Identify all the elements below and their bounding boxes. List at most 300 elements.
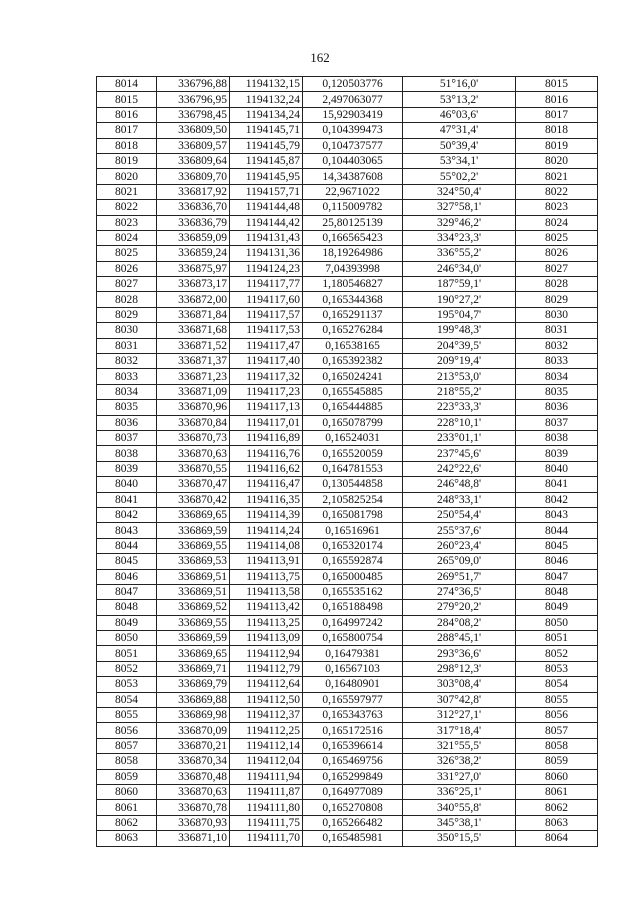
bearing-cell: 46°03,6' xyxy=(403,107,516,122)
point-id-cell: 8025 xyxy=(97,246,157,261)
table-row xyxy=(97,430,598,445)
next-point-cell: 8032 xyxy=(516,338,598,353)
point-id-cell: 8024 xyxy=(97,230,157,245)
bearing-cell: 334°23,3' xyxy=(403,230,516,245)
table-row xyxy=(97,92,598,107)
next-point-cell: 8057 xyxy=(516,723,598,738)
x-coordinate-cell: 336809,57 xyxy=(157,138,230,153)
table-row xyxy=(97,507,598,522)
x-coordinate-cell: 336869,59 xyxy=(157,523,230,538)
table-row xyxy=(97,754,598,769)
distance-cell: 0,165392382 xyxy=(303,354,403,369)
distance-cell: 0,165545885 xyxy=(303,384,403,399)
point-id-cell: 8016 xyxy=(97,107,157,122)
x-coordinate-cell: 336809,64 xyxy=(157,153,230,168)
bearing-cell: 293°36,6' xyxy=(403,646,516,661)
distance-cell: 0,165344368 xyxy=(303,292,403,307)
x-coordinate-cell: 336870,55 xyxy=(157,461,230,476)
next-point-cell: 8058 xyxy=(516,738,598,753)
next-point-cell: 8050 xyxy=(516,615,598,630)
point-id-cell: 8030 xyxy=(97,323,157,338)
point-id-cell: 8039 xyxy=(97,461,157,476)
bearing-cell: 345°38,1' xyxy=(403,815,516,830)
next-point-cell: 8053 xyxy=(516,661,598,676)
x-coordinate-cell: 336870,21 xyxy=(157,738,230,753)
point-id-cell: 8037 xyxy=(97,430,157,445)
bearing-cell: 317°18,4' xyxy=(403,723,516,738)
table-row xyxy=(97,831,598,846)
next-point-cell: 8025 xyxy=(516,230,598,245)
x-coordinate-cell: 336871,10 xyxy=(157,831,230,846)
bearing-cell: 209°19,4' xyxy=(403,354,516,369)
distance-cell: 0,16479381 xyxy=(303,646,403,661)
next-point-cell: 8054 xyxy=(516,677,598,692)
point-id-cell: 8040 xyxy=(97,477,157,492)
y-coordinate-cell: 1194114,24 xyxy=(230,523,303,538)
next-point-cell: 8038 xyxy=(516,430,598,445)
distance-cell: 0,165078799 xyxy=(303,415,403,430)
point-id-cell: 8062 xyxy=(97,815,157,830)
table-row xyxy=(97,615,598,630)
distance-cell: 2,105825254 xyxy=(303,492,403,507)
x-coordinate-cell: 336869,59 xyxy=(157,631,230,646)
table-row xyxy=(97,600,598,615)
point-id-cell: 8050 xyxy=(97,631,157,646)
point-id-cell: 8048 xyxy=(97,600,157,615)
table-row xyxy=(97,277,598,292)
bearing-cell: 50°39,4' xyxy=(403,138,516,153)
point-id-cell: 8014 xyxy=(97,77,157,92)
bearing-cell: 336°55,2' xyxy=(403,246,516,261)
distance-cell: 0,165299849 xyxy=(303,769,403,784)
point-id-cell: 8022 xyxy=(97,200,157,215)
next-point-cell: 8033 xyxy=(516,354,598,369)
x-coordinate-cell: 336869,55 xyxy=(157,615,230,630)
y-coordinate-cell: 1194113,25 xyxy=(230,615,303,630)
distance-cell: 0,165535162 xyxy=(303,584,403,599)
distance-cell: 2,497063077 xyxy=(303,92,403,107)
point-id-cell: 8041 xyxy=(97,492,157,507)
x-coordinate-cell: 336817,92 xyxy=(157,184,230,199)
point-id-cell: 8051 xyxy=(97,646,157,661)
point-id-cell: 8017 xyxy=(97,123,157,138)
table-row xyxy=(97,153,598,168)
table-row xyxy=(97,354,598,369)
distance-cell: 25,80125139 xyxy=(303,215,403,230)
x-coordinate-cell: 336870,73 xyxy=(157,430,230,445)
next-point-cell: 8015 xyxy=(516,77,598,92)
next-point-cell: 8056 xyxy=(516,708,598,723)
table-row xyxy=(97,200,598,215)
table-row xyxy=(97,677,598,692)
next-point-cell: 8063 xyxy=(516,815,598,830)
x-coordinate-cell: 336798,45 xyxy=(157,107,230,122)
distance-cell: 0,115009782 xyxy=(303,200,403,215)
next-point-cell: 8042 xyxy=(516,492,598,507)
x-coordinate-cell: 336870,63 xyxy=(157,784,230,799)
table-row xyxy=(97,738,598,753)
table-row xyxy=(97,569,598,584)
y-coordinate-cell: 1194131,36 xyxy=(230,246,303,261)
next-point-cell: 8046 xyxy=(516,554,598,569)
x-coordinate-cell: 336869,71 xyxy=(157,661,230,676)
distance-cell: 0,165444885 xyxy=(303,400,403,415)
next-point-cell: 8060 xyxy=(516,769,598,784)
next-point-cell: 8061 xyxy=(516,784,598,799)
bearing-cell: 218°55,2' xyxy=(403,384,516,399)
x-coordinate-cell: 336873,17 xyxy=(157,277,230,292)
x-coordinate-cell: 336870,93 xyxy=(157,815,230,830)
x-coordinate-cell: 336869,51 xyxy=(157,569,230,584)
next-point-cell: 8045 xyxy=(516,538,598,553)
y-coordinate-cell: 1194145,71 xyxy=(230,123,303,138)
y-coordinate-cell: 1194117,57 xyxy=(230,307,303,322)
next-point-cell: 8031 xyxy=(516,323,598,338)
bearing-cell: 326°38,2' xyxy=(403,754,516,769)
point-id-cell: 8023 xyxy=(97,215,157,230)
next-point-cell: 8028 xyxy=(516,277,598,292)
distance-cell: 0,164781553 xyxy=(303,461,403,476)
x-coordinate-cell: 336796,88 xyxy=(157,77,230,92)
y-coordinate-cell: 1194113,42 xyxy=(230,600,303,615)
x-coordinate-cell: 336869,65 xyxy=(157,646,230,661)
table-row xyxy=(97,415,598,430)
bearing-cell: 284°08,2' xyxy=(403,615,516,630)
table-row xyxy=(97,138,598,153)
next-point-cell: 8019 xyxy=(516,138,598,153)
bearing-cell: 187°59,1' xyxy=(403,277,516,292)
bearing-cell: 195°04,7' xyxy=(403,307,516,322)
table-row xyxy=(97,461,598,476)
bearing-cell: 350°15,5' xyxy=(403,831,516,846)
next-point-cell: 8037 xyxy=(516,415,598,430)
next-point-cell: 8034 xyxy=(516,369,598,384)
x-coordinate-cell: 336869,51 xyxy=(157,584,230,599)
table-row xyxy=(97,523,598,538)
y-coordinate-cell: 1194116,76 xyxy=(230,446,303,461)
bearing-cell: 288°45,1' xyxy=(403,631,516,646)
table-row xyxy=(97,692,598,707)
x-coordinate-cell: 336836,70 xyxy=(157,200,230,215)
x-coordinate-cell: 336836,79 xyxy=(157,215,230,230)
point-id-cell: 8015 xyxy=(97,92,157,107)
y-coordinate-cell: 1194114,08 xyxy=(230,538,303,553)
bearing-cell: 199°48,3' xyxy=(403,323,516,338)
x-coordinate-cell: 336872,00 xyxy=(157,292,230,307)
table-row xyxy=(97,723,598,738)
point-id-cell: 8027 xyxy=(97,277,157,292)
bearing-cell: 279°20,2' xyxy=(403,600,516,615)
distance-cell: 0,165270808 xyxy=(303,800,403,815)
table-row xyxy=(97,123,598,138)
table-row xyxy=(97,323,598,338)
y-coordinate-cell: 1194117,23 xyxy=(230,384,303,399)
distance-cell: 0,165485981 xyxy=(303,831,403,846)
y-coordinate-cell: 1194114,39 xyxy=(230,507,303,522)
point-id-cell: 8032 xyxy=(97,354,157,369)
bearing-cell: 321°55,5' xyxy=(403,738,516,753)
table-row xyxy=(97,646,598,661)
point-id-cell: 8052 xyxy=(97,661,157,676)
next-point-cell: 8021 xyxy=(516,169,598,184)
point-id-cell: 8059 xyxy=(97,769,157,784)
point-id-cell: 8028 xyxy=(97,292,157,307)
table-row xyxy=(97,784,598,799)
next-point-cell: 8029 xyxy=(516,292,598,307)
distance-cell: 0,16524031 xyxy=(303,430,403,445)
distance-cell: 0,165343763 xyxy=(303,708,403,723)
x-coordinate-cell: 336871,84 xyxy=(157,307,230,322)
point-id-cell: 8058 xyxy=(97,754,157,769)
x-coordinate-cell: 336870,84 xyxy=(157,415,230,430)
distance-cell: 0,165469756 xyxy=(303,754,403,769)
table-row xyxy=(97,107,598,122)
next-point-cell: 8043 xyxy=(516,507,598,522)
x-coordinate-cell: 336859,09 xyxy=(157,230,230,245)
bearing-cell: 324°50,4' xyxy=(403,184,516,199)
point-id-cell: 8057 xyxy=(97,738,157,753)
point-id-cell: 8056 xyxy=(97,723,157,738)
point-id-cell: 8047 xyxy=(97,584,157,599)
table-row xyxy=(97,307,598,322)
next-point-cell: 8041 xyxy=(516,477,598,492)
y-coordinate-cell: 1194111,80 xyxy=(230,800,303,815)
bearing-cell: 340°55,8' xyxy=(403,800,516,815)
y-coordinate-cell: 1194145,79 xyxy=(230,138,303,153)
y-coordinate-cell: 1194112,25 xyxy=(230,723,303,738)
x-coordinate-cell: 336870,78 xyxy=(157,800,230,815)
distance-cell: 0,165396614 xyxy=(303,738,403,753)
y-coordinate-cell: 1194132,15 xyxy=(230,77,303,92)
table-row xyxy=(97,661,598,676)
next-point-cell: 8020 xyxy=(516,153,598,168)
point-id-cell: 8053 xyxy=(97,677,157,692)
distance-cell: 0,165291137 xyxy=(303,307,403,322)
bearing-cell: 269°51,7' xyxy=(403,569,516,584)
next-point-cell: 8030 xyxy=(516,307,598,322)
y-coordinate-cell: 1194113,75 xyxy=(230,569,303,584)
bearing-cell: 327°58,1' xyxy=(403,200,516,215)
table-row xyxy=(97,169,598,184)
bearing-cell: 255°37,6' xyxy=(403,523,516,538)
x-coordinate-cell: 336869,55 xyxy=(157,538,230,553)
table-row xyxy=(97,292,598,307)
next-point-cell: 8023 xyxy=(516,200,598,215)
y-coordinate-cell: 1194112,14 xyxy=(230,738,303,753)
distance-cell: 0,165024241 xyxy=(303,369,403,384)
y-coordinate-cell: 1194113,91 xyxy=(230,554,303,569)
table-row xyxy=(97,708,598,723)
distance-cell: 0,165081798 xyxy=(303,507,403,522)
x-coordinate-cell: 336871,37 xyxy=(157,354,230,369)
distance-cell: 0,16480901 xyxy=(303,677,403,692)
table-row xyxy=(97,261,598,276)
bearing-cell: 233°01,1' xyxy=(403,430,516,445)
y-coordinate-cell: 1194117,47 xyxy=(230,338,303,353)
bearing-cell: 260°23,4' xyxy=(403,538,516,553)
distance-cell: 0,16538165 xyxy=(303,338,403,353)
distance-cell: 0,165592874 xyxy=(303,554,403,569)
bearing-cell: 53°13,2' xyxy=(403,92,516,107)
x-coordinate-cell: 336870,47 xyxy=(157,477,230,492)
page-number: 162 xyxy=(310,50,330,65)
bearing-cell: 223°33,3' xyxy=(403,400,516,415)
coordinates-table xyxy=(96,76,598,847)
y-coordinate-cell: 1194157,71 xyxy=(230,184,303,199)
distance-cell: 0,130544858 xyxy=(303,477,403,492)
y-coordinate-cell: 1194134,24 xyxy=(230,107,303,122)
distance-cell: 0,165597977 xyxy=(303,692,403,707)
x-coordinate-cell: 336870,42 xyxy=(157,492,230,507)
table-row xyxy=(97,77,598,92)
y-coordinate-cell: 1194111,87 xyxy=(230,784,303,799)
table-row xyxy=(97,215,598,230)
bearing-cell: 331°27,0' xyxy=(403,769,516,784)
table-row xyxy=(97,184,598,199)
y-coordinate-cell: 1194145,95 xyxy=(230,169,303,184)
next-point-cell: 8044 xyxy=(516,523,598,538)
distance-cell: 0,120503776 xyxy=(303,77,403,92)
point-id-cell: 8055 xyxy=(97,708,157,723)
point-id-cell: 8043 xyxy=(97,523,157,538)
table-row xyxy=(97,230,598,245)
table-row xyxy=(97,446,598,461)
point-id-cell: 8036 xyxy=(97,415,157,430)
x-coordinate-cell: 336870,34 xyxy=(157,754,230,769)
distance-cell: 0,16567103 xyxy=(303,661,403,676)
distance-cell: 0,164997242 xyxy=(303,615,403,630)
x-coordinate-cell: 336871,09 xyxy=(157,384,230,399)
bearing-cell: 274°36,5' xyxy=(403,584,516,599)
bearing-cell: 246°48,8' xyxy=(403,477,516,492)
table-row xyxy=(97,400,598,415)
distance-cell: 0,16516961 xyxy=(303,523,403,538)
y-coordinate-cell: 1194112,04 xyxy=(230,754,303,769)
y-coordinate-cell: 1194112,50 xyxy=(230,692,303,707)
point-id-cell: 8034 xyxy=(97,384,157,399)
distance-cell: 0,165276284 xyxy=(303,323,403,338)
bearing-cell: 53°34,1' xyxy=(403,153,516,168)
distance-cell: 0,165266482 xyxy=(303,815,403,830)
point-id-cell: 8026 xyxy=(97,261,157,276)
x-coordinate-cell: 336796,95 xyxy=(157,92,230,107)
y-coordinate-cell: 1194117,60 xyxy=(230,292,303,307)
distance-cell: 0,165320174 xyxy=(303,538,403,553)
bearing-cell: 298°12,3' xyxy=(403,661,516,676)
y-coordinate-cell: 1194117,32 xyxy=(230,369,303,384)
point-id-cell: 8029 xyxy=(97,307,157,322)
y-coordinate-cell: 1194117,77 xyxy=(230,277,303,292)
x-coordinate-cell: 336869,53 xyxy=(157,554,230,569)
table-row xyxy=(97,477,598,492)
distance-cell: 0,104737577 xyxy=(303,138,403,153)
point-id-cell: 8060 xyxy=(97,784,157,799)
next-point-cell: 8039 xyxy=(516,446,598,461)
next-point-cell: 8018 xyxy=(516,123,598,138)
bearing-cell: 250°54,4' xyxy=(403,507,516,522)
bearing-cell: 303°08,4' xyxy=(403,677,516,692)
x-coordinate-cell: 336870,63 xyxy=(157,446,230,461)
bearing-cell: 228°10,1' xyxy=(403,415,516,430)
y-coordinate-cell: 1194111,75 xyxy=(230,815,303,830)
y-coordinate-cell: 1194113,09 xyxy=(230,631,303,646)
x-coordinate-cell: 336870,09 xyxy=(157,723,230,738)
table-row xyxy=(97,538,598,553)
bearing-cell: 204°39,5' xyxy=(403,338,516,353)
table-row xyxy=(97,369,598,384)
table-row xyxy=(97,338,598,353)
x-coordinate-cell: 336875,97 xyxy=(157,261,230,276)
y-coordinate-cell: 1194111,94 xyxy=(230,769,303,784)
table-row xyxy=(97,800,598,815)
next-point-cell: 8062 xyxy=(516,800,598,815)
y-coordinate-cell: 1194117,40 xyxy=(230,354,303,369)
next-point-cell: 8051 xyxy=(516,631,598,646)
bearing-cell: 213°53,0' xyxy=(403,369,516,384)
distance-cell: 0,104403065 xyxy=(303,153,403,168)
table-row xyxy=(97,492,598,507)
y-coordinate-cell: 1194117,53 xyxy=(230,323,303,338)
x-coordinate-cell: 336869,88 xyxy=(157,692,230,707)
y-coordinate-cell: 1194144,48 xyxy=(230,200,303,215)
table-row xyxy=(97,554,598,569)
y-coordinate-cell: 1194112,37 xyxy=(230,708,303,723)
next-point-cell: 8026 xyxy=(516,246,598,261)
distance-cell: 0,166565423 xyxy=(303,230,403,245)
point-id-cell: 8021 xyxy=(97,184,157,199)
next-point-cell: 8040 xyxy=(516,461,598,476)
y-coordinate-cell: 1194117,13 xyxy=(230,400,303,415)
bearing-cell: 246°34,0' xyxy=(403,261,516,276)
y-coordinate-cell: 1194131,43 xyxy=(230,230,303,245)
distance-cell: 22,9671022 xyxy=(303,184,403,199)
next-point-cell: 8055 xyxy=(516,692,598,707)
point-id-cell: 8019 xyxy=(97,153,157,168)
x-coordinate-cell: 336809,50 xyxy=(157,123,230,138)
next-point-cell: 8048 xyxy=(516,584,598,599)
y-coordinate-cell: 1194116,35 xyxy=(230,492,303,507)
x-coordinate-cell: 336871,23 xyxy=(157,369,230,384)
point-id-cell: 8061 xyxy=(97,800,157,815)
table-row xyxy=(97,246,598,261)
point-id-cell: 8020 xyxy=(97,169,157,184)
y-coordinate-cell: 1194112,64 xyxy=(230,677,303,692)
y-coordinate-cell: 1194145,87 xyxy=(230,153,303,168)
table-body xyxy=(97,77,598,847)
distance-cell: 0,104399473 xyxy=(303,123,403,138)
distance-cell: 18,19264986 xyxy=(303,246,403,261)
y-coordinate-cell: 1194144,42 xyxy=(230,215,303,230)
point-id-cell: 8035 xyxy=(97,400,157,415)
next-point-cell: 8027 xyxy=(516,261,598,276)
bearing-cell: 265°09,0' xyxy=(403,554,516,569)
bearing-cell: 336°25,1' xyxy=(403,784,516,799)
distance-cell: 0,165000485 xyxy=(303,569,403,584)
x-coordinate-cell: 336869,79 xyxy=(157,677,230,692)
y-coordinate-cell: 1194132,24 xyxy=(230,92,303,107)
bearing-cell: 47°31,4' xyxy=(403,123,516,138)
next-point-cell: 8016 xyxy=(516,92,598,107)
next-point-cell: 8036 xyxy=(516,400,598,415)
y-coordinate-cell: 1194112,94 xyxy=(230,646,303,661)
next-point-cell: 8047 xyxy=(516,569,598,584)
bearing-cell: 55°02,2' xyxy=(403,169,516,184)
x-coordinate-cell: 336859,24 xyxy=(157,246,230,261)
distance-cell: 14,34387608 xyxy=(303,169,403,184)
table-row xyxy=(97,631,598,646)
point-id-cell: 8049 xyxy=(97,615,157,630)
table-row xyxy=(97,384,598,399)
